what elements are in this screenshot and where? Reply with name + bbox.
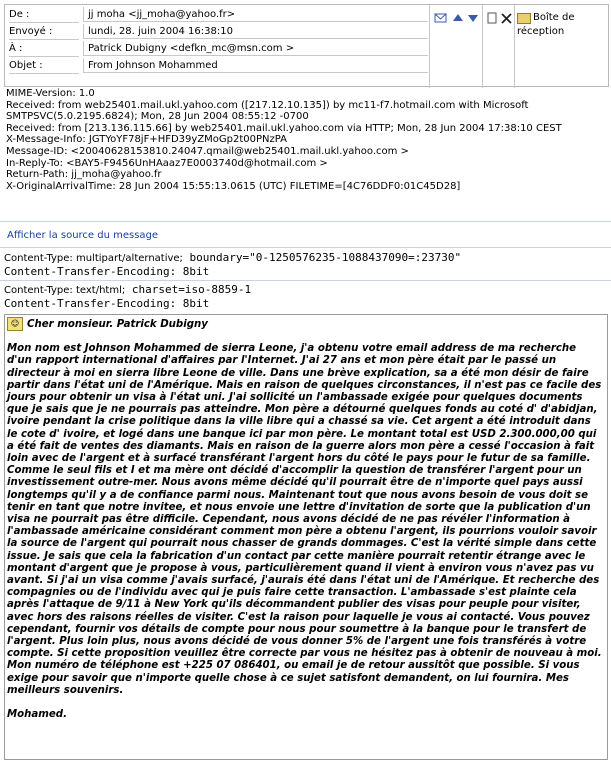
header-row-to [5, 40, 428, 57]
smiley-icon: ☺ [7, 317, 23, 331]
delete-icon[interactable] [499, 11, 513, 25]
mime-line: X-OriginalArrivalTime: 28 Jun 2004 15:55:13.0615 (UTC) FILETIME=[4C76DDF0:01C45D28] [6, 180, 461, 192]
mime-line: In-Reply-To: <BAY5-F9456UnHAaaz7E0003740d@hotmail.com > [6, 157, 328, 169]
separator-line [0, 280, 611, 281]
nav-down-icon[interactable] [466, 11, 480, 25]
message-body-text [7, 317, 603, 721]
view-source-link[interactable]: Afficher la source du message [7, 230, 159, 241]
separator-line [0, 247, 611, 248]
content-encoding-line [4, 298, 209, 311]
toolbar-divider-2 [482, 5, 483, 88]
inbox-folder-link[interactable] [517, 11, 607, 39]
mime-line: X-Message-Info: JGTYoYF78jF+HFD39yZMoGp2t00PNzPA [6, 134, 288, 146]
toolbar-divider-3 [514, 5, 515, 88]
subject-value: From Johnson Mohammed [83, 58, 428, 73]
mime-line: Message-ID: <20040628153810.24047.qmail@web25401.mail.ukl.yahoo.com > [6, 145, 409, 157]
mime-headers [6, 88, 606, 192]
subject-label: Objet : [9, 58, 79, 74]
header-row-from [5, 6, 428, 23]
mime-line: Return-Path: jj_moha@yahoo.fr [6, 169, 162, 181]
reply-icon[interactable] [433, 11, 447, 25]
to-value[interactable]: Patrick Dubigny <defkn_mc@msn.com > [83, 41, 428, 56]
from-label: De : [9, 7, 79, 23]
content-type-line [4, 252, 461, 265]
message-body [4, 314, 608, 760]
content-encoding-text: Content-Transfer-Encoding: 8bit [4, 297, 210, 310]
content-type-line [4, 284, 251, 297]
mime-line: SMTPSVC(5.0.2195.6824); Mon, 28 Jun 2004 08:55:12 -0700 [6, 111, 309, 123]
body-paragraph: Mon nom est Johnson Mohammed de sierra Leone, j'a obtenu votre email address de ma recherche d'un rapport international d'affaires par l'Internet. J'ai 27 ans et mon père était par le passé un directeur à moi en sierra libre Leone de ville. Dans une brève explication, sa a été mon désir de faire partir dans l'état uni de l'Amérique. Mais en raison de quelques circonstances, il n'est pas ce facile des jours pour obtenir un visa à l'état uni. J'ai sollicité un l'ambassade exigée pour quelques documents que je sais que je ne pourrais pas atteindre. Mon père a détourné quelques fonds au coté d' d'abidjan, ivoire pendant la crise politique dans la ville libre qui a chassé sa vie. Cet argent a été introduit dans le cote d' ivoire, et logé dans une banque ici par mon père. Le montant total est USD 2.300.000,00 qui a été fait de ventes des diamants. Mais en raison de la guerre alors mon père a cessé l'occasion à fait loin avec de l'argent et à surfacé transférant l'argent hors du côté le pays pour le futur de sa famille. Comme le seul fils et I et ma mère ont décidé d'accomplir la question de transférer l'argent pour un investissement outre-mer. Nous avons même décidé qu'il pourrait être de n'importe quel pays aussi longtemps qu'il y a de confiance parmi nous. Maintenant tout que nous avons besoin de vous doit se tenir en tant que notre invitee, et nous envoie une lettre d'invitation de sorte que la publication d'un visa ne pourrait pas être difficile. Cependant, nous avons décidé de ne pas révéler l'information à l'ambassade américaine considérant comment mon père a obtenu l'argent, ils pourrions vouloir savoir la source de l'argent qui pourrait nous chasser de grands dommages. C'est la vérité simple dans cette issue. Je sais que cela la fabrication d'un contact par cette manière pourrait retentir étrange avec le montant d'argent que je propose à vous, particulièrement quand il vient à environ vous n'avez pas vu avant. Si j'ai un visa comme j'avais surfacé, j'aurais été dans l'état uni de l'Amérique. Et recherche des compagnies ou de l'individu avec qui je puis faire cette transaction. L'ambassade s'est plainte cela après l'attaque de 9/11 à New York qu'ils décommandent publier des visas pour peuple pour visiter, avec hors des raisons réelles de visiter. C'est la raison pour laquelle je vous ai contacté. Vous pouvez cependant, fournir vos détails de compte pour nous pour soumettre à la banque pour le transfert de l'argent. Plus loin plus, nous avons décidé de vous donner 5% de l'argent une fois transférés à votre compte. Si cette proposition veuillez être correcte par vous ne hésitez pas à obtenir de nouveau à moi. Mon numéro de téléphone est +225 07 086401, ou email je de retour aussitôt que possible. Si vous exige pour savoir que n'importe quelle chose à ce sujet satisfont demandent, on lui fournira. Mes meilleurs souvenirs. [7, 343, 602, 696]
message-header-panel [4, 4, 609, 87]
sent-label: Envoyé : [9, 24, 79, 40]
toolbar-divider [429, 5, 430, 88]
to-label: À : [9, 41, 79, 57]
content-encoding-text: Content-Transfer-Encoding: 8bit [4, 265, 210, 278]
content-type-params: charset=iso-8859-1 [125, 283, 252, 296]
signature: Mohamed. [7, 709, 67, 721]
separator-line [0, 221, 611, 222]
content-encoding-line [4, 266, 209, 279]
nav-up-icon[interactable] [451, 11, 465, 25]
folder-move-icon[interactable] [485, 11, 499, 25]
greeting-text: Cher monsieur. Patrick Dubigny [27, 319, 208, 330]
from-value[interactable]: jj moha <jj_moha@yahoo.fr> [83, 7, 428, 22]
content-type-prefix: Content-Type: text/html; [4, 285, 126, 296]
header-row-subject [5, 57, 428, 74]
mime-line: MIME-Version: 1.0 [6, 88, 95, 99]
inbox-label: Boîte de réception [517, 12, 575, 37]
content-type-prefix: Content-Type: multipart/alternative; [4, 253, 183, 264]
mime-line: Received: from web25401.mail.ukl.yahoo.com ([217.12.10.135]) by mc11-f7.hotmail.com with Microsoft [6, 99, 529, 111]
content-type-params: boundary="0-1250576235-1088437090=:23730" [182, 251, 462, 264]
sent-value: lundi, 28. juin 2004 16:38:10 [83, 24, 428, 39]
inbox-folder-icon [517, 13, 531, 24]
header-row-sent [5, 23, 428, 40]
greeting-line [7, 317, 603, 331]
mime-line: Received: from [213.136.115.66] by web25401.mail.ukl.yahoo.com via HTTP; Mon, 28 Jun 2004 17:38:10 CEST [6, 122, 562, 134]
